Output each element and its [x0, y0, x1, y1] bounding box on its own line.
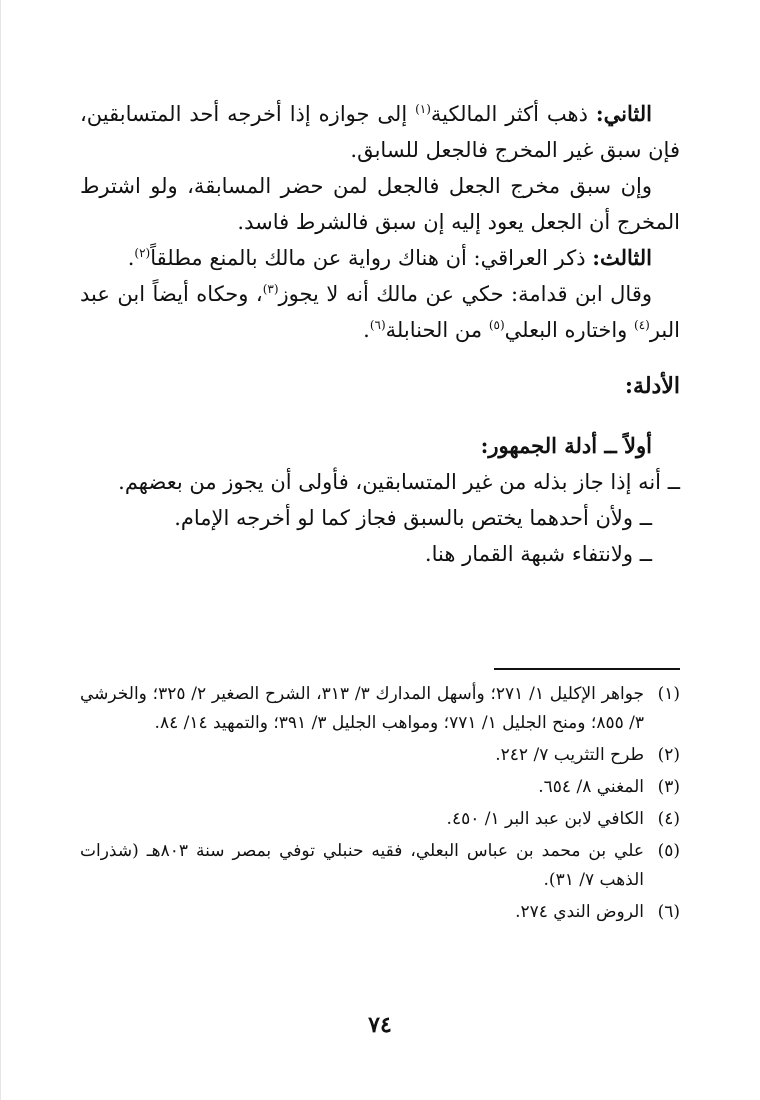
footnote-ref-1: (١) [415, 102, 431, 116]
text-span: . [363, 318, 370, 342]
footnote-text: الكافي لابن عبد البر ١/ ٤٥٠. [446, 809, 644, 829]
footnote-text: الروض الندي ٢٧٤. [515, 902, 644, 922]
text-span: من الحنابلة [385, 318, 489, 342]
footnote-number: (٣) [657, 777, 680, 797]
paragraph-second-opinion [80, 96, 680, 168]
footnote [80, 805, 680, 834]
footnote-text: علي بن محمد بن عباس البعلي، فقيه حنبلي توفي بمصر سنة ٨٠٣هـ (شذرات الذهب ٧/ ٣١). [80, 841, 644, 890]
paragraph-condition: وإن سبق مخرج الجعل فالجعل لمن حضر المسابقة، ولو اشترط المخرج أن الجعل يعود إليه إن سبق فالشرط فاسد. [80, 174, 680, 234]
text-span: . [127, 246, 135, 270]
text-span: ذهب أكثر المالكية [430, 102, 596, 126]
label-third: الثالث: [592, 245, 652, 270]
evidence-item: ــ ولأن أحدهما يختص بالسبق فجاز كما لو أخرجه الإمام. [174, 506, 652, 530]
text-span: إلى جوازه إذا أخرجه أحد المتسابقين، فإن سبق غير المخرج فالجعل للسابق. [80, 102, 680, 162]
main-text [80, 96, 680, 572]
footnote-number: (٢) [657, 745, 680, 765]
page-number: ٧٤ [368, 1012, 392, 1038]
text-span: وقال ابن قدامة: حكي عن مالك أنه لا يجوز [278, 282, 653, 306]
footnote-text: المغني ٨/ ٦٥٤. [538, 777, 644, 797]
footnote-number: (١) [657, 684, 680, 704]
section-heading-evidence: الأدلة: [624, 373, 680, 399]
text-span: ، وحكاه أيضاً ابن عبد البر [80, 282, 680, 342]
evidence-item: ــ ولانتفاء شبهة القمار هنا. [424, 542, 652, 566]
footnote [80, 741, 680, 770]
footnote [80, 898, 680, 927]
footnote [80, 837, 680, 895]
footnote [80, 773, 680, 802]
text-span: ذكر العراقي: أن هناك رواية عن مالك بالمنع مطلقاً [150, 246, 593, 270]
footnote-ref-4: (٤) [634, 318, 650, 332]
footnote-number: (٦) [657, 902, 680, 922]
footnote-ref-6: (٦) [369, 318, 386, 332]
footnote [80, 680, 680, 738]
paragraph-third-opinion [80, 240, 680, 276]
footnotes [80, 680, 680, 930]
footnote-text: جواهر الإكليل ١/ ٢٧١؛ وأسهل المدارك ٣/ ٣١٣، الشرح الصغير ٢/ ٣٢٥؛ والخرشي ٣/ ٨٥٥؛ ومنح الجليل ١/ ٧٧١؛ ومواهب الجليل ٣/ ٣٩١؛ والتمهيد ١٤/ ٨٤. [80, 684, 644, 733]
footnote-number: (٥) [657, 841, 680, 861]
footnote-ref-3: (٣) [262, 282, 279, 296]
subheading-majority-evidence: أولاً ــ أدلة الجمهور: [480, 433, 652, 458]
page-edge [0, 0, 7, 1100]
evidence-item: ــ أنه إذا جاز بذله من غير المتسابقين، فأولى أن يجوز من بعضهم. [118, 470, 680, 494]
footnote-number: (٤) [657, 809, 680, 829]
footnote-separator [494, 668, 680, 670]
footnote-ref-5: (٥) [488, 318, 505, 332]
footnote-ref-2: (٢) [134, 246, 151, 260]
text-span: واختاره البعلي [504, 318, 634, 342]
footnote-text: طرح التثريب ٧/ ٢٤٢. [495, 745, 644, 765]
paragraph-ibn-qudama [80, 276, 680, 348]
label-second: الثاني: [595, 101, 652, 126]
